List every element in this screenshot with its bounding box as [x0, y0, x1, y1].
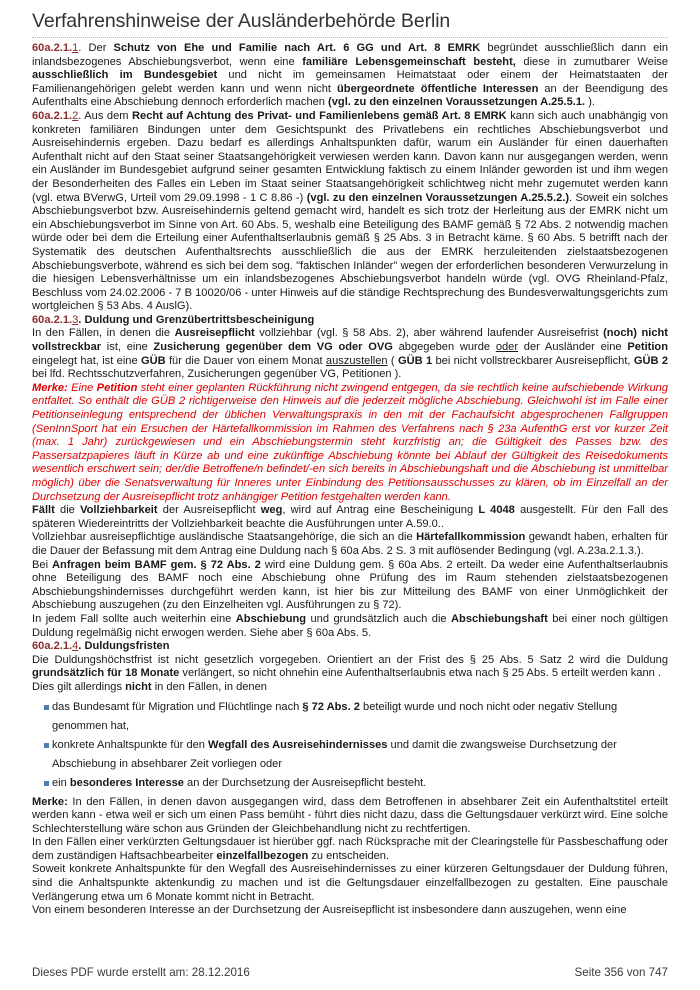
text: kann sich auch unabhängig von konkreten familiären Bindungen unter dem Gesichtspunkt des Privatlebens ein rechtliches Abschiebungsverbot und Ausreisehindernis ergeben. Dazu bedarf es allerdings Anhaltspunkten dafür, warum ein Ausländer für einen dauerhaften Aufenthalt nicht auf den Staat seiner Staatsangehörigkeit verwiesen werden kann. Davon kann nur ausgegangen werden, wenn ein Ausländer im Bundesgebiet aufgrund seiner gesamten Entwicklung faktisch zu einem Inländer geworden ist und ihm wegen der Besonderheiten des Falles ein Leben im Staat seiner Staatsangehörigkeit schlichtweg nicht mehr zugemutet werden kann (vgl. etwa BVerwG, Urteil vom 29.09.1998 - 1 C 8.86 -) [32, 109, 668, 204]
bullet-square-icon [44, 743, 49, 748]
text: die [54, 504, 81, 517]
section-link-2[interactable]: 2 [72, 109, 79, 122]
bold-text: Petition [96, 381, 138, 394]
bold-text: familiäre Lebensgemeinschaft besteht, [302, 55, 516, 68]
paragraph-haertefallkommission [32, 531, 668, 558]
bold-text: Schutz von Ehe und Familie nach Art. 6 GG und Art. 8 EMRK [113, 42, 481, 54]
bold-text: Wegfall des Ausreisehindernisses [208, 738, 388, 751]
bold-text: ausschließlich im Bundesgebiet [32, 69, 218, 82]
text: Bei [32, 558, 53, 571]
bullet-square-icon [44, 781, 49, 786]
merke-label: Merke: [32, 381, 68, 394]
text: ist, eine [101, 341, 154, 354]
paragraph-duldungshoechstfrist [32, 654, 668, 681]
bold-text: Petition [627, 341, 668, 354]
merke-note-geltungsdauer [32, 796, 668, 837]
text: und damit die zwangsweise Durchsetzung der Abschiebung in absehbarer Zeit vorliegen oder [52, 738, 617, 770]
bold-text: Recht auf Achtung des Privat- und Familienlebens gemäß Art. 8 EMRK [132, 109, 507, 122]
text: und nicht im gemeinsamen Heimatstaat oder einem der Heimatstaaten der Familienangehörigen gelebt werden kann und wenn nicht [32, 69, 668, 95]
paragraph-anhaltspunkte [32, 863, 668, 904]
text: vollziehbar (vgl. § 58 Abs. 2), aber während laufender Ausreisefrist [254, 327, 604, 340]
bold-text: § 72 Abs. 2 [302, 700, 360, 713]
bold-text: einzelfallbezogen [216, 849, 309, 862]
text: gewandt haben, erhalten für die Dauer der Befassung mit dem Antrag eine Duldung nach § 60a Abs. 2 S. 3 mit auflösender Bedingung (vgl. A.23a.2.1.3.). [32, 531, 668, 557]
page-number: Seite 356 von 747 [574, 966, 668, 979]
text: der Ausreisepflicht [157, 504, 261, 517]
bold-text: GÜB 1 [397, 354, 433, 367]
paragraph-60a-2-1-2 [32, 110, 668, 314]
created-date: Dieses PDF wurde erstellt am: 28.12.2016 [32, 966, 250, 979]
section-link-1[interactable]: 1 [72, 42, 79, 54]
text: in den Fällen, in denen [151, 680, 267, 693]
text: bei einer noch gültigen Duldung regelmäßig nicht erwogen werden. Siehe aber § 60a Abs. 5. [32, 612, 668, 639]
text: an der Durchsetzung der Ausreisepflicht besteht. [183, 776, 427, 789]
paragraph-besonderes-interesse [32, 904, 668, 918]
section-heading-60a-2-1-4 [32, 640, 668, 654]
text: Soweit konkrete Anhaltspunkte für den Wegfall des Ausreisehindernisses zu einer kürzeren Geltungsdauer der Duldung führen, sind die Anhaltspunkte aktenkundig zu machen und ist die Geltungsdauer einzelfallbezogen zu gestalten. Eine pauschale Verlängerung etwa um 6 Monate kommt nicht in Betracht. [32, 863, 668, 903]
bold-text: grundsätzlich für 18 Monate [32, 667, 180, 680]
bold-text: Abschiebung [235, 612, 307, 625]
text: verlängert, so nicht ohnehin eine Aufenthaltserlaubnis etwa nach § 25 Abs. 5 erteilt werden kann . [179, 667, 661, 680]
text: Eine [67, 381, 97, 394]
text: In jedem Fall sollte auch weiterhin eine [32, 612, 236, 625]
paragraph-ausnahmen-intro [32, 681, 668, 695]
paragraph-gueb [32, 327, 668, 381]
text: bei lfd. Rechtsschutzverfahren, Zusicherungen gegenüber VG, Petitionen ). [32, 368, 402, 381]
text: . Soweit ein solches Abschiebungsverbot bzw. Ausreisehindernis geltend gemacht wird, handelt es sich trotz der Herleitung aus der EMRK nicht um ein Abschiebungsverbot im Sinne von Art. 60 Abs. 5, weshalb eine Beteiligung des BAMF gemäß § 72 Abs. 2 notwendig machen würde oder bei dem die Erteilung einer Aufenthaltserlaubnis gemäß § 25 Abs. 3 in Betracht käme. § 60 Abs. 5 betrifft nach der Systematik des deutschen Aufenthaltsrechts ausschließlich die aus der EMRK herzuleitenden zielstaatsbezogenen Abschiebungsverbote, während es sich bei dem sog. "faktischen Inländer" wegen der erforderlichen besonderen Verwurzelung in die hiesigen Lebensverhältnisse um ein inlandsbezogenes Abschiebungsverbot handeln würde (vgl. OVG Rheinland-Pfalz, Beschluss vom 24.02.2006 - 7 B 10020/06 - unter Hinweis auf die ständige Rechtsprechung des Bundesverwaltungsgerichts zum wortgleichen § 53 Abs. 4 AuslG). [32, 191, 668, 313]
paragraph-verkuerzte-geltungsdauer [32, 836, 668, 863]
bold-text: Fällt [32, 504, 55, 517]
text: an der Beendigung des Aufenthalts eine Abschiebung dennoch erforderlich machen [32, 82, 668, 109]
bold-text: (vgl. zu den einzelnen Voraussetzungen A.25.5.1. [328, 96, 586, 109]
text: In den Fällen einer verkürzten Geltungsdauer ist hierüber ggf. nach Rücksprache mit der Clearingstelle für Passbeschaffung oder dem zuständigen Haftsachbearbeiter [32, 836, 668, 862]
text: ( [387, 354, 398, 367]
text: eingelegt hat, ist eine [32, 354, 141, 367]
bold-text: übergeordnete öffentliche Interessen [337, 82, 539, 95]
bold-text: Anfragen beim BAMF gem. § 72 Abs. 2 [52, 558, 261, 571]
text: In den Fällen, in denen die [32, 327, 175, 340]
text: das Bundesamt für Migration und Flüchtlinge nach [52, 700, 303, 713]
text: Von einem besonderen Interesse an der Durchsetzung der Ausreisepflicht ist insbesondere dann auszugehen, wenn eine [32, 904, 627, 917]
bold-text: Vollziehbarkeit [80, 504, 158, 517]
section-number: 60a.2.1. [32, 640, 73, 653]
section-number: 60a.2.1. [32, 42, 73, 54]
text: ausgestellt. Für den Fall des späteren Wiedereintritts der Vollziehbarkeit beachte die Ausführungen unter A.59.0.. [32, 504, 669, 530]
paragraph-vollziehbarkeit [32, 504, 668, 531]
section-heading-text: . Duldungsfristen [78, 640, 170, 653]
bold-text: GÜB 2 [633, 354, 669, 367]
paragraph-60a-2-1-1 [32, 42, 668, 110]
text: In den Fällen, in denen davon ausgegangen wird, dass dem Betroffenen in absehbarer Zeit ein Aufenthaltstitel erteilt werden kann - etwa weil er sich um einen Pass bemüht - führt dies nicht dazu, dass die Geltungsdauer verkürzt wird. Eine solche Schlechterstellung wäre schon aus Gründen der Gleichbehandlung nicht zu rechtfertigen. [32, 795, 668, 835]
text: Vollziehbar ausreisepflichtige ausländische Staatsangehörige, die sich an die [32, 531, 417, 544]
bold-text: (noch) nicht vollstreckbar [32, 327, 668, 354]
bold-text: nicht [125, 680, 152, 693]
text: steht einer geplanten Rückführung nicht zwingend entgegen, da sie rechtlich keine aufschiebende Wirkung entfaltet. So enthält die GÜB 2 richtigerweise den Hinweis auf die jederzeit mögliche Abschiebung. Gleichwohl ist im Falle einer Petitionseinlegung entsprechend der üblichen Verwaltungspraxis in den mit der Fachaufsicht abgesprochenen Fallgruppen (SenInnSport hat ein Ersuchen der Härtefallkommission im Rahmen des Verfahrens nach § 23a AufenthG erst vor kurzer Zeit (max. 1 Jahr) zurückgewiesen und ein Abschiebungstermin steht kurzfristig an; die Gültigkeit des Passes bzw. des Passersatzpapieres läuft in Kürze ab und eine zukünftige Abschiebung könnte bei Ablauf der Gültigkeit des Reisedokuments wesentlich erschwert sein; der/die Betroffene/n befindet/-en sich bereits in Abschiebungshaft und die Abschiebung ist unmittelbar möglich) über die Senatsverwaltung für Inneres unter Einbindung des Petitionsausschusses zu klären, ob im Einzelfall an der Durchsetzung der Ausreisepflicht trotz anhängiger Petition festgehalten werden kann. [32, 381, 668, 503]
bold-text: Ausreisepflicht [174, 327, 255, 340]
text: diese in zumutbarer Weise [515, 55, 669, 68]
text: begründet ausschließlich dann ein inlandsbezogenes Abschiebungsverbot, wenn eine [32, 42, 668, 68]
underlined-text: oder [495, 341, 519, 354]
exception-list [44, 698, 668, 793]
section-number: 60a.2.1. [32, 109, 73, 122]
text: , wird auf Antrag eine Bescheinigung [282, 504, 479, 517]
section-link-4[interactable]: 4 [72, 640, 79, 653]
page-title: Verfahrenshinweise der Ausländerbehörde Berlin [32, 10, 451, 32]
text: Die Duldungshöchstfrist ist nicht gesetzlich vorgegeben. Orientiert an der Frist des § 25 Abs. 5 Satz 2 wird die Duldung [32, 653, 668, 666]
section-link-3[interactable]: 3 [72, 313, 79, 326]
bold-text: Abschiebungshaft [451, 612, 548, 625]
paragraph-abschiebung [32, 613, 668, 640]
bold-text: GÜB [140, 354, 166, 367]
text: ein [52, 776, 70, 789]
bullet-square-icon [44, 705, 49, 710]
underlined-text: auszustellen [325, 354, 388, 367]
bold-text: besonderes Interesse [69, 776, 184, 789]
text: abgegeben wurde [392, 341, 496, 354]
merke-note-petition [32, 382, 668, 504]
section-number: 60a.2.1. [32, 313, 73, 326]
text: bei nicht vollstreckbarer Ausreisepflicht, [432, 354, 634, 367]
text: Dies gilt allerdings [32, 680, 126, 693]
merke-label: Merke: [32, 795, 68, 808]
text: der Ausländer eine [518, 341, 628, 354]
paragraph-bamf [32, 559, 668, 613]
section-heading-text: . Duldung und Grenzübertrittsbescheinigung [78, 313, 315, 326]
text: für die Dauer von einem Monat [165, 354, 326, 367]
bold-text: (vgl. zu den einzelnen Voraussetzungen A.25.5.2.) [306, 191, 570, 204]
bold-text: weg [260, 504, 283, 517]
text: wird eine Duldung gem. § 60a Abs. 2 erteilt. Da weder eine Aufenthaltserlaubnis ohne Beteiligung des BAMF noch eine Abschiebung ohne Prüfung des im Raum stehenden zielstaatsbezogenen Abschiebungshindernisses durchgeführt werden kann, ist hier bis zur Mitteilung des BAMF von einer Unmöglichkeit der Abschiebung auszugehen (zu den Einzelheiten vgl. Ausführungen zu § 72). [32, 558, 668, 612]
text: und grundsätzlich auch die [306, 612, 452, 625]
text: ). [585, 96, 595, 109]
list-item [44, 736, 668, 774]
section-heading-60a-2-1-3 [32, 314, 668, 328]
text: konkrete Anhaltspunkte für den [52, 738, 209, 751]
text: zu entscheiden. [308, 849, 390, 862]
document-body [32, 42, 668, 918]
text: . Aus dem [78, 109, 133, 122]
bold-text: L 4048 [478, 504, 515, 517]
text: . Der [78, 42, 114, 54]
bold-text: Härtefallkommission [416, 531, 526, 544]
list-item [44, 698, 668, 736]
title-divider [32, 37, 668, 38]
bold-text: Zusicherung gegenüber dem VG oder OVG [153, 341, 393, 354]
text: beteiligt wurde und noch nicht oder negativ Stellung genommen hat, [52, 700, 618, 732]
list-item [44, 774, 668, 793]
